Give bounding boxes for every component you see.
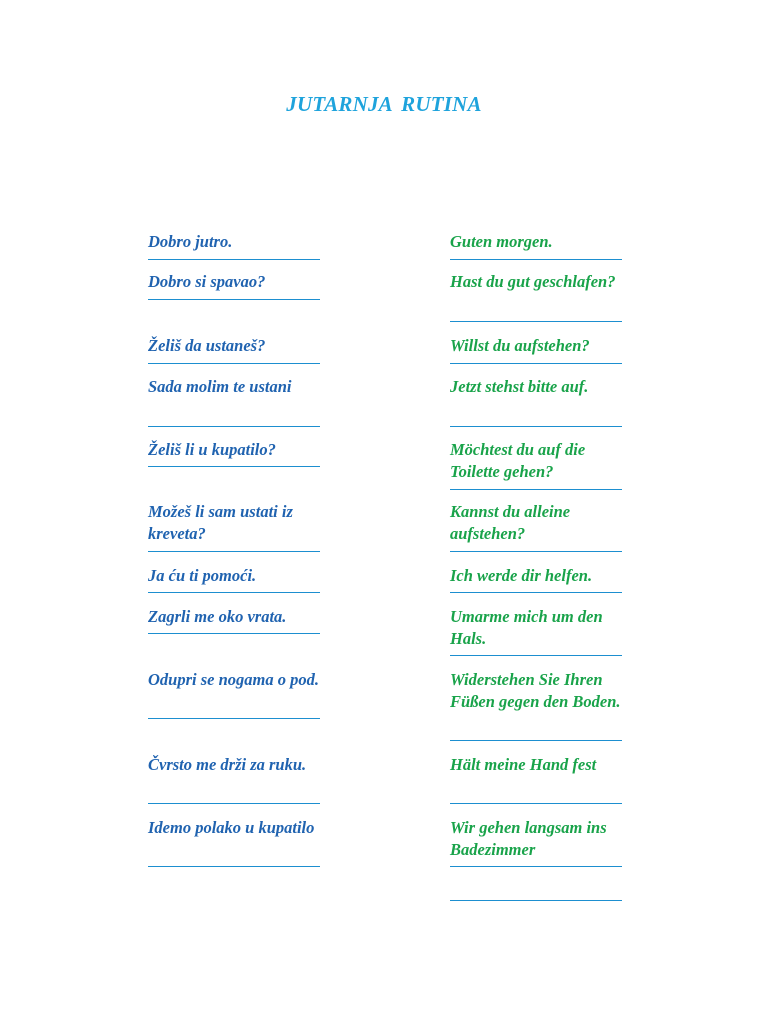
german-phrase-5: Möchtest du auf die Toilette gehen? <box>450 439 622 490</box>
bosnian-phrase-1: Dobro jutro. <box>148 231 320 260</box>
german-phrase-1: Guten morgen. <box>450 231 622 260</box>
bosnian-phrase-5: Želiš li u kupatilo? <box>148 439 320 467</box>
german-phrase-9: Widerstehen Sie Ihren Füßen gegen den Boden. <box>450 669 622 741</box>
bosnian-phrase-7: Ja ću ti pomoći. <box>148 565 320 593</box>
german-phrase-7: Ich werde dir helfen. <box>450 565 622 593</box>
german-phrase-6: Kannst du alleine aufstehen? <box>450 501 622 552</box>
bosnian-phrase-8: Zagrli me oko vrata. <box>148 606 320 634</box>
blank-answer-line <box>450 900 622 901</box>
german-phrase-10: Hält meine Hand fest <box>450 754 622 804</box>
german-phrase-11: Wir gehen langsam ins Badezimmer <box>450 817 622 867</box>
bosnian-phrase-3: Želiš da ustaneš? <box>148 335 320 364</box>
german-phrase-8: Umarme mich um den Hals. <box>450 606 622 656</box>
page-title: JUTARNJA RUTINA <box>286 92 482 116</box>
german-phrase-2: Hast du gut geschlafen? <box>450 271 622 322</box>
bosnian-phrase-2: Dobro si spavao? <box>148 271 320 300</box>
bosnian-phrase-9: Odupri se nogama o pod. <box>148 669 320 719</box>
bosnian-phrase-6: Možeš li sam ustati iz kreveta? <box>148 501 320 552</box>
german-phrase-3: Willst du aufstehen? <box>450 335 622 364</box>
bosnian-phrase-10: Čvrsto me drži za ruku. <box>148 754 320 804</box>
bosnian-phrase-4: Sada molim te ustani <box>148 376 320 427</box>
german-phrase-4: Jetzt stehst bitte auf. <box>450 376 622 427</box>
bosnian-phrase-11: Idemo polako u kupatilo <box>148 817 320 867</box>
